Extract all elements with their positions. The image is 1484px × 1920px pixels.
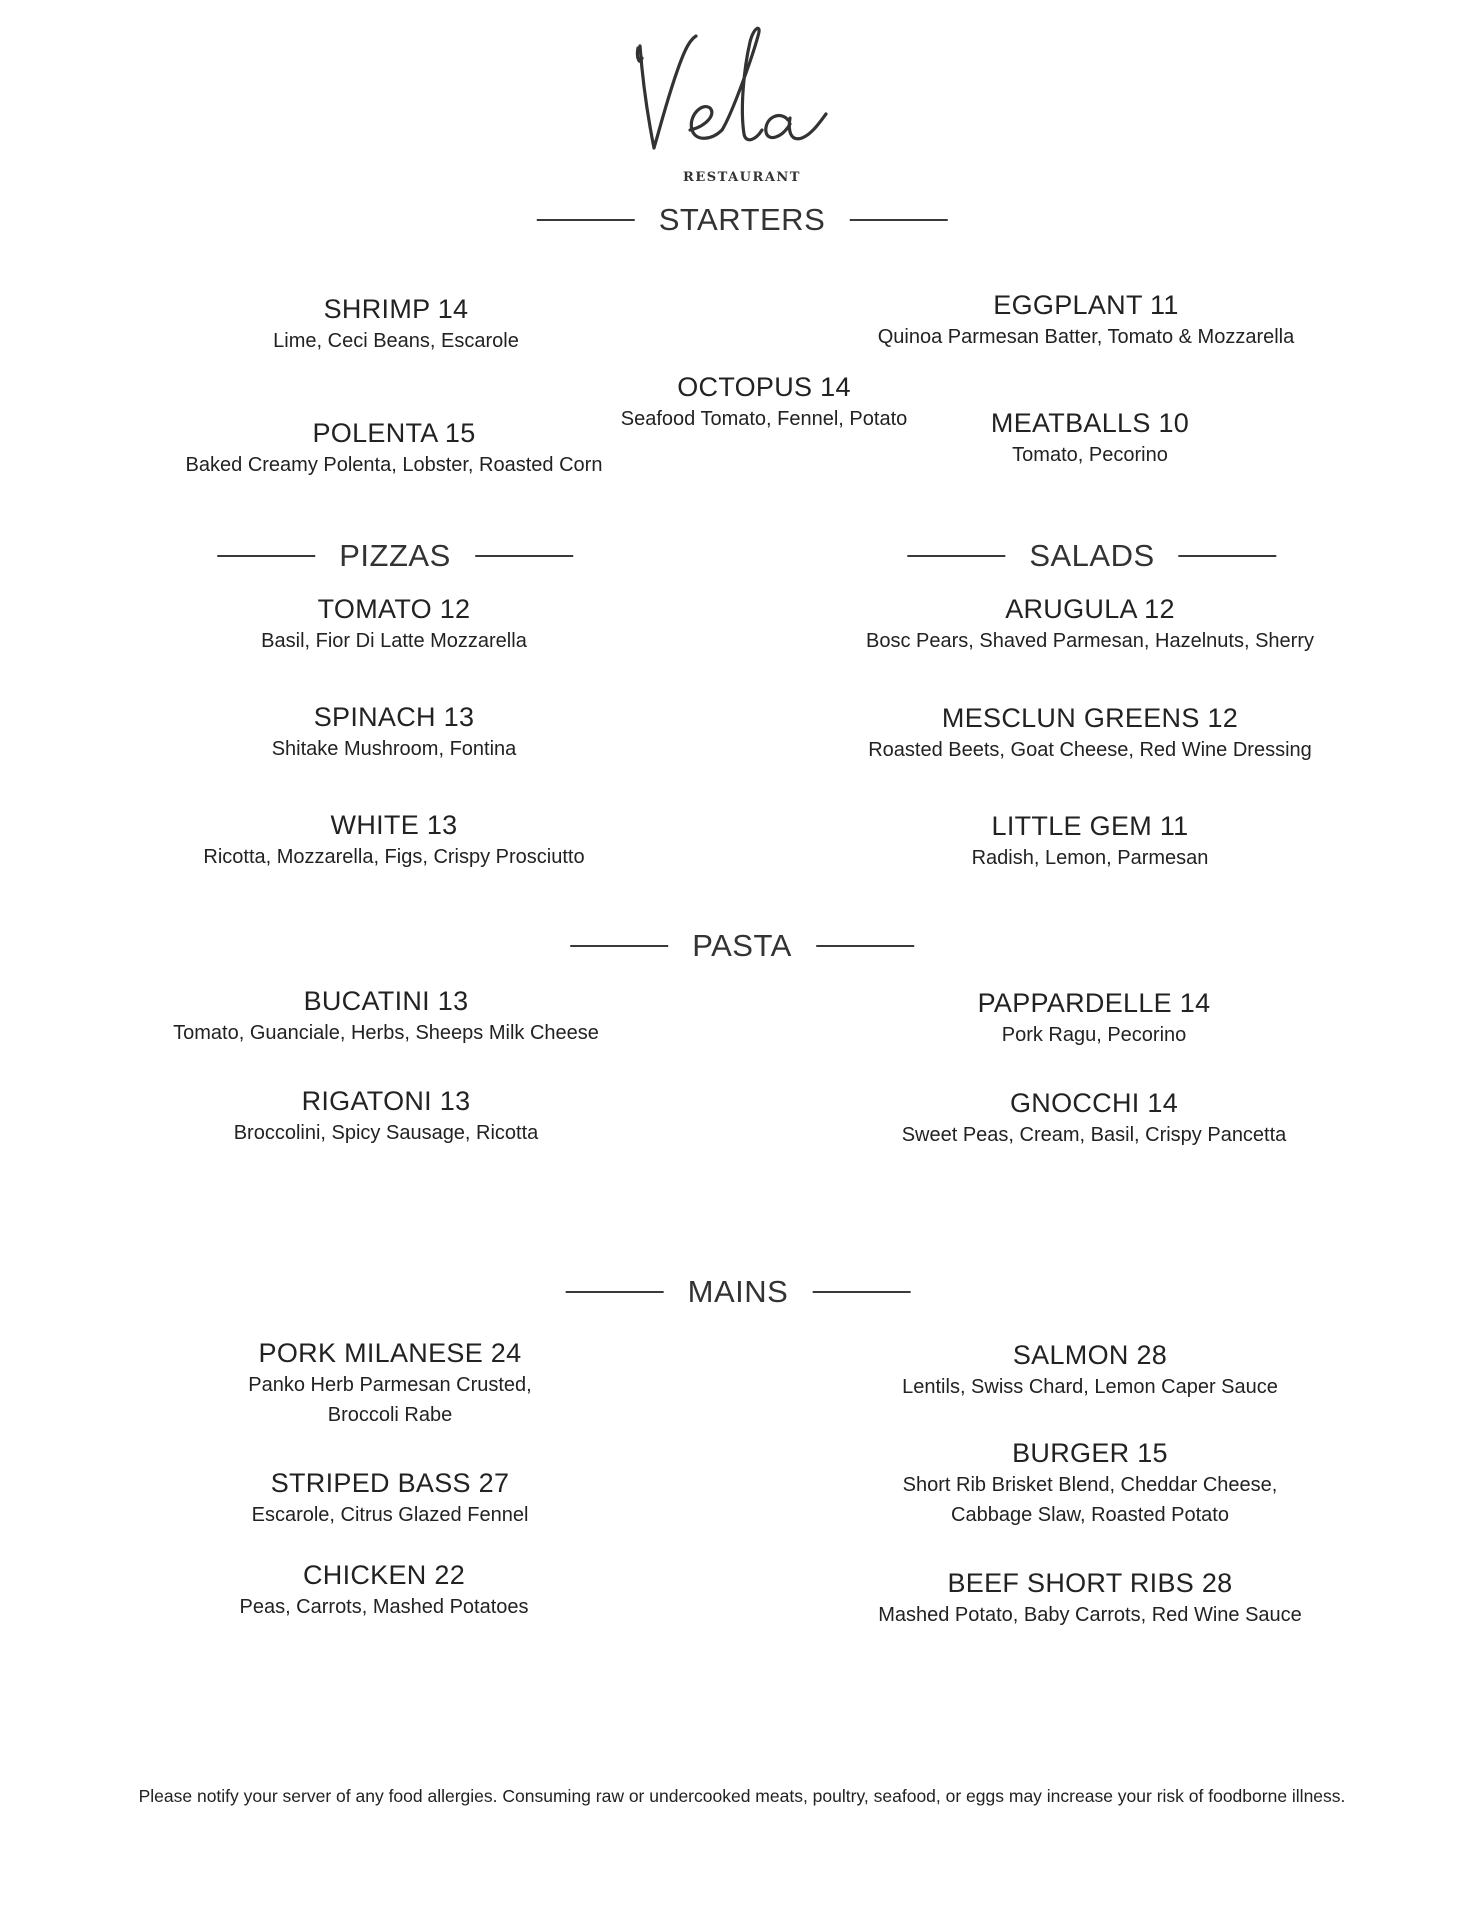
menu-item-octopus bbox=[621, 370, 908, 434]
section-header-salads bbox=[907, 540, 1276, 571]
menu-item-pork-milanese bbox=[248, 1336, 531, 1430]
item-name: TOMATO 12 bbox=[317, 594, 471, 624]
item-name: CHICKEN 22 bbox=[302, 1560, 466, 1590]
vela-script-logo bbox=[612, 18, 872, 158]
section-title: STARTERS bbox=[658, 202, 826, 237]
item-description: Short Rib Brisket Blend, Cheddar Cheese, Cabbage Slaw, Roasted Potato bbox=[902, 1474, 1278, 1526]
menu-item-rigatoni bbox=[234, 1084, 539, 1148]
section-header-pizzas bbox=[217, 540, 573, 571]
divider-rule bbox=[217, 555, 315, 557]
restaurant-logo bbox=[612, 18, 872, 185]
divider-rule bbox=[1179, 555, 1277, 557]
menu-item-mesclun-greens bbox=[868, 701, 1312, 765]
section-title: MAINS bbox=[687, 1274, 789, 1309]
item-description: Radish, Lemon, Parmesan bbox=[971, 847, 1209, 869]
item-name: WHITE 13 bbox=[330, 810, 458, 840]
divider-rule bbox=[907, 555, 1005, 557]
menu-item-little-gem bbox=[972, 809, 1209, 873]
item-description: Sweet Peas, Cream, Basil, Crispy Pancetta bbox=[901, 1124, 1287, 1146]
item-name: OCTOPUS 14 bbox=[677, 372, 851, 402]
item-name: EGGPLANT 11 bbox=[993, 290, 1179, 320]
item-name: BURGER 15 bbox=[1012, 1438, 1168, 1468]
menu-item-striped-bass bbox=[252, 1466, 529, 1530]
menu-item-meatballs bbox=[991, 406, 1189, 470]
item-name: SALMON 28 bbox=[1012, 1340, 1168, 1370]
item-description: Bosc Pears, Shaved Parmesan, Hazelnuts, Sherry bbox=[866, 630, 1314, 652]
item-description: Tomato, Guanciale, Herbs, Sheeps Milk Cheese bbox=[173, 1022, 599, 1044]
item-name: BUCATINI 13 bbox=[303, 986, 469, 1016]
item-name: MEATBALLS 10 bbox=[990, 408, 1190, 438]
item-description: Basil, Fior Di Latte Mozzarella bbox=[261, 630, 527, 652]
menu-item-gnocchi bbox=[902, 1086, 1287, 1150]
item-description: Pork Ragu, Pecorino bbox=[1001, 1024, 1187, 1046]
item-description: Baked Creamy Polenta, Lobster, Roasted Corn bbox=[185, 454, 603, 476]
menu-item-salmon bbox=[902, 1338, 1278, 1402]
item-description: Panko Herb Parmesan Crusted, Broccoli Rabe bbox=[248, 1374, 532, 1426]
item-name: RIGATONI 13 bbox=[301, 1086, 471, 1116]
menu-item-shrimp bbox=[273, 292, 519, 356]
item-description: Lime, Ceci Beans, Escarole bbox=[273, 330, 519, 352]
item-name: PORK MILANESE 24 bbox=[258, 1338, 522, 1368]
item-description: Quinoa Parmesan Batter, Tomato & Mozzarella bbox=[877, 326, 1295, 348]
menu-item-pappardelle bbox=[978, 986, 1211, 1050]
item-name: ARUGULA 12 bbox=[1005, 594, 1175, 624]
item-name: PAPPARDELLE 14 bbox=[977, 988, 1211, 1018]
menu-item-tomato-pizza bbox=[261, 592, 527, 656]
item-description: Mashed Potato, Baby Carrots, Red Wine Sauce bbox=[878, 1604, 1302, 1626]
divider-rule bbox=[537, 219, 635, 221]
item-description: Tomato, Pecorino bbox=[1012, 444, 1168, 466]
menu-item-beef-short-ribs bbox=[878, 1566, 1302, 1630]
divider-rule bbox=[566, 1291, 664, 1293]
section-header-pasta bbox=[570, 930, 914, 961]
item-name: MESCLUN GREENS 12 bbox=[941, 703, 1239, 733]
item-description: Ricotta, Mozzarella, Figs, Crispy Prosciutto bbox=[203, 846, 585, 868]
item-description: Peas, Carrots, Mashed Potatoes bbox=[239, 1596, 529, 1618]
menu-item-spinach-pizza bbox=[272, 700, 517, 764]
item-name: BEEF SHORT RIBS 28 bbox=[947, 1568, 1233, 1598]
section-header-mains bbox=[566, 1276, 911, 1307]
menu-item-chicken bbox=[239, 1558, 528, 1622]
item-name: SHRIMP 14 bbox=[323, 294, 469, 324]
item-name: LITTLE GEM 11 bbox=[991, 811, 1189, 841]
divider-rule bbox=[816, 945, 914, 947]
item-description: Roasted Beets, Goat Cheese, Red Wine Dressing bbox=[868, 739, 1312, 761]
item-name: POLENTA 15 bbox=[312, 418, 476, 448]
menu-item-white-pizza bbox=[203, 808, 584, 872]
menu-item-polenta bbox=[186, 416, 603, 480]
section-title: PASTA bbox=[692, 928, 792, 963]
section-title: PIZZAS bbox=[339, 538, 451, 573]
item-description: Broccolini, Spicy Sausage, Ricotta bbox=[233, 1122, 539, 1144]
section-title: SALADS bbox=[1029, 538, 1155, 573]
divider-rule bbox=[812, 1291, 910, 1293]
item-description: Escarole, Citrus Glazed Fennel bbox=[251, 1504, 529, 1526]
item-description: Shitake Mushroom, Fontina bbox=[271, 738, 517, 760]
divider-rule bbox=[475, 555, 573, 557]
menu-item-eggplant bbox=[878, 288, 1295, 352]
item-description: Seafood Tomato, Fennel, Potato bbox=[620, 408, 908, 430]
menu-item-bucatini bbox=[173, 984, 599, 1048]
menu-item-arugula bbox=[866, 592, 1314, 656]
divider-rule bbox=[570, 945, 668, 947]
item-description: Lentils, Swiss Chard, Lemon Caper Sauce bbox=[902, 1376, 1278, 1398]
item-name: SPINACH 13 bbox=[313, 702, 475, 732]
divider-rule bbox=[849, 219, 947, 221]
section-header-starters bbox=[537, 204, 948, 235]
menu-item-burger bbox=[903, 1436, 1278, 1530]
allergy-notice: Please notify your server of any food allergies. Consuming raw or undercooked meats, poultry, seafood, or eggs may increase your risk of foodborne illness. bbox=[138, 1786, 1346, 1806]
restaurant-subtitle: RESTAURANT bbox=[683, 170, 801, 185]
item-name: GNOCCHI 14 bbox=[1009, 1088, 1179, 1118]
item-name: STRIPED BASS 27 bbox=[270, 1468, 510, 1498]
